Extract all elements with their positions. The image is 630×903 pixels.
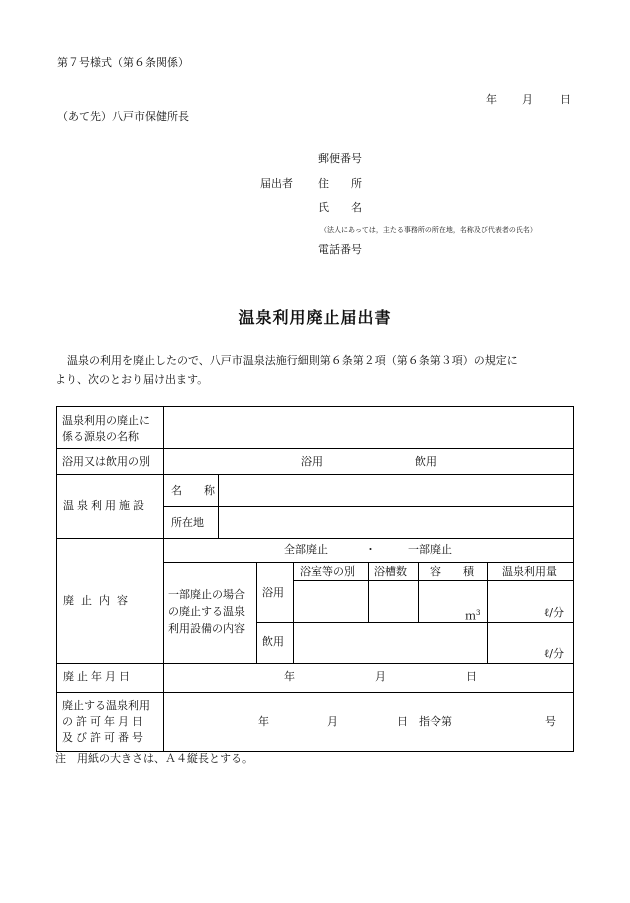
facility-label: 温泉利用施設 bbox=[63, 499, 147, 512]
col-divider bbox=[368, 562, 369, 622]
abolition-date-month: 月 bbox=[375, 670, 386, 683]
col-divider bbox=[418, 562, 419, 622]
col-volume: 容 積 bbox=[430, 565, 474, 578]
full-abolition-option: 全部廃止 bbox=[284, 543, 328, 556]
permit-year: 年 bbox=[258, 715, 269, 728]
permit-label-1: 廃止する温泉利用 bbox=[62, 699, 150, 712]
permit-label-3: 及び許可番号 bbox=[62, 731, 146, 744]
col-divider bbox=[218, 474, 219, 538]
bath-option: 浴用 bbox=[301, 455, 323, 468]
row-divider bbox=[56, 474, 574, 475]
flow-unit-drink: ℓ/分 bbox=[544, 647, 564, 660]
corporate-note: （法人にあっては，主たる事務所の所在地，名称及び代表者の氏名） bbox=[320, 226, 537, 234]
col-divider bbox=[256, 562, 257, 663]
abolition-content-label: 廃止内容 bbox=[63, 594, 135, 607]
row-divider bbox=[163, 506, 574, 507]
postal-code-label: 郵便番号 bbox=[318, 152, 362, 165]
addressee: （あて先）八戸市保健所長 bbox=[57, 110, 189, 123]
partial-abolition-option: 一部廃止 bbox=[408, 543, 452, 556]
row-divider bbox=[256, 622, 574, 623]
footnote: 注 用紙の大きさは、Ａ４縦長とする。 bbox=[55, 752, 253, 765]
row-bath-label: 浴用 bbox=[262, 586, 284, 599]
permit-number-suffix: 号 bbox=[545, 715, 556, 728]
source-name-label-1: 温泉利用の廃止に bbox=[62, 414, 150, 427]
address-label: 住 所 bbox=[318, 177, 362, 190]
source-name-label-2: 係る源泉の名称 bbox=[62, 430, 139, 443]
permit-label-2: の許可年月日 bbox=[62, 715, 146, 728]
drink-option: 飲用 bbox=[415, 455, 437, 468]
facility-name-label: 名 称 bbox=[171, 484, 215, 497]
flow-unit-bath: ℓ/分 bbox=[544, 606, 564, 619]
permit-day: 日 bbox=[397, 715, 408, 728]
col-divider bbox=[487, 562, 488, 663]
row-divider bbox=[293, 580, 574, 581]
col-tub-count: 浴槽数 bbox=[374, 565, 407, 578]
name-label: 氏 名 bbox=[318, 201, 362, 214]
partial-case-line-2: の廃止する温泉 bbox=[168, 605, 245, 618]
applicant-label: 届出者 bbox=[260, 177, 293, 190]
abolition-date-year: 年 bbox=[284, 670, 295, 683]
partial-case-line-3: 利用設備の内容 bbox=[168, 622, 245, 635]
abolition-date-day: 日 bbox=[466, 670, 477, 683]
bath-or-drink-label: 浴用又は飲用の別 bbox=[62, 455, 150, 468]
date-month-label: 月 bbox=[522, 93, 533, 106]
col-usage: 温泉利用量 bbox=[502, 565, 557, 578]
col-divider bbox=[293, 562, 294, 663]
abolition-date-label: 廃止年月日 bbox=[63, 670, 133, 683]
row-divider bbox=[56, 692, 574, 693]
permit-month: 月 bbox=[327, 715, 338, 728]
col-room-type: 浴室等の別 bbox=[300, 565, 355, 578]
phone-label: 電話番号 bbox=[318, 243, 362, 256]
facility-location-label: 所在地 bbox=[171, 516, 204, 529]
row-drink-label: 飲用 bbox=[262, 635, 284, 648]
form-number: 第７号様式（第６条関係） bbox=[57, 56, 189, 69]
intro-line-2: より、次のとおり届け出ます。 bbox=[55, 373, 209, 386]
col-divider bbox=[163, 406, 164, 752]
row-divider bbox=[56, 448, 574, 449]
permit-directive: 指令第 bbox=[419, 715, 452, 728]
volume-unit: ｍ$^3$ bbox=[465, 609, 481, 623]
row-divider bbox=[56, 538, 574, 539]
separator-dot: ・ bbox=[365, 543, 376, 556]
row-divider bbox=[56, 663, 574, 664]
document-title: 温泉利用廃止届出書 bbox=[238, 308, 392, 327]
date-year-label: 年 bbox=[486, 93, 497, 106]
date-day-label: 日 bbox=[560, 93, 571, 106]
partial-case-line-1: 一部廃止の場合 bbox=[168, 588, 245, 601]
intro-line-1: 温泉の利用を廃止したので、八戸市温泉法施行細則第６条第２項（第６条第３項）の規定に bbox=[67, 354, 518, 367]
